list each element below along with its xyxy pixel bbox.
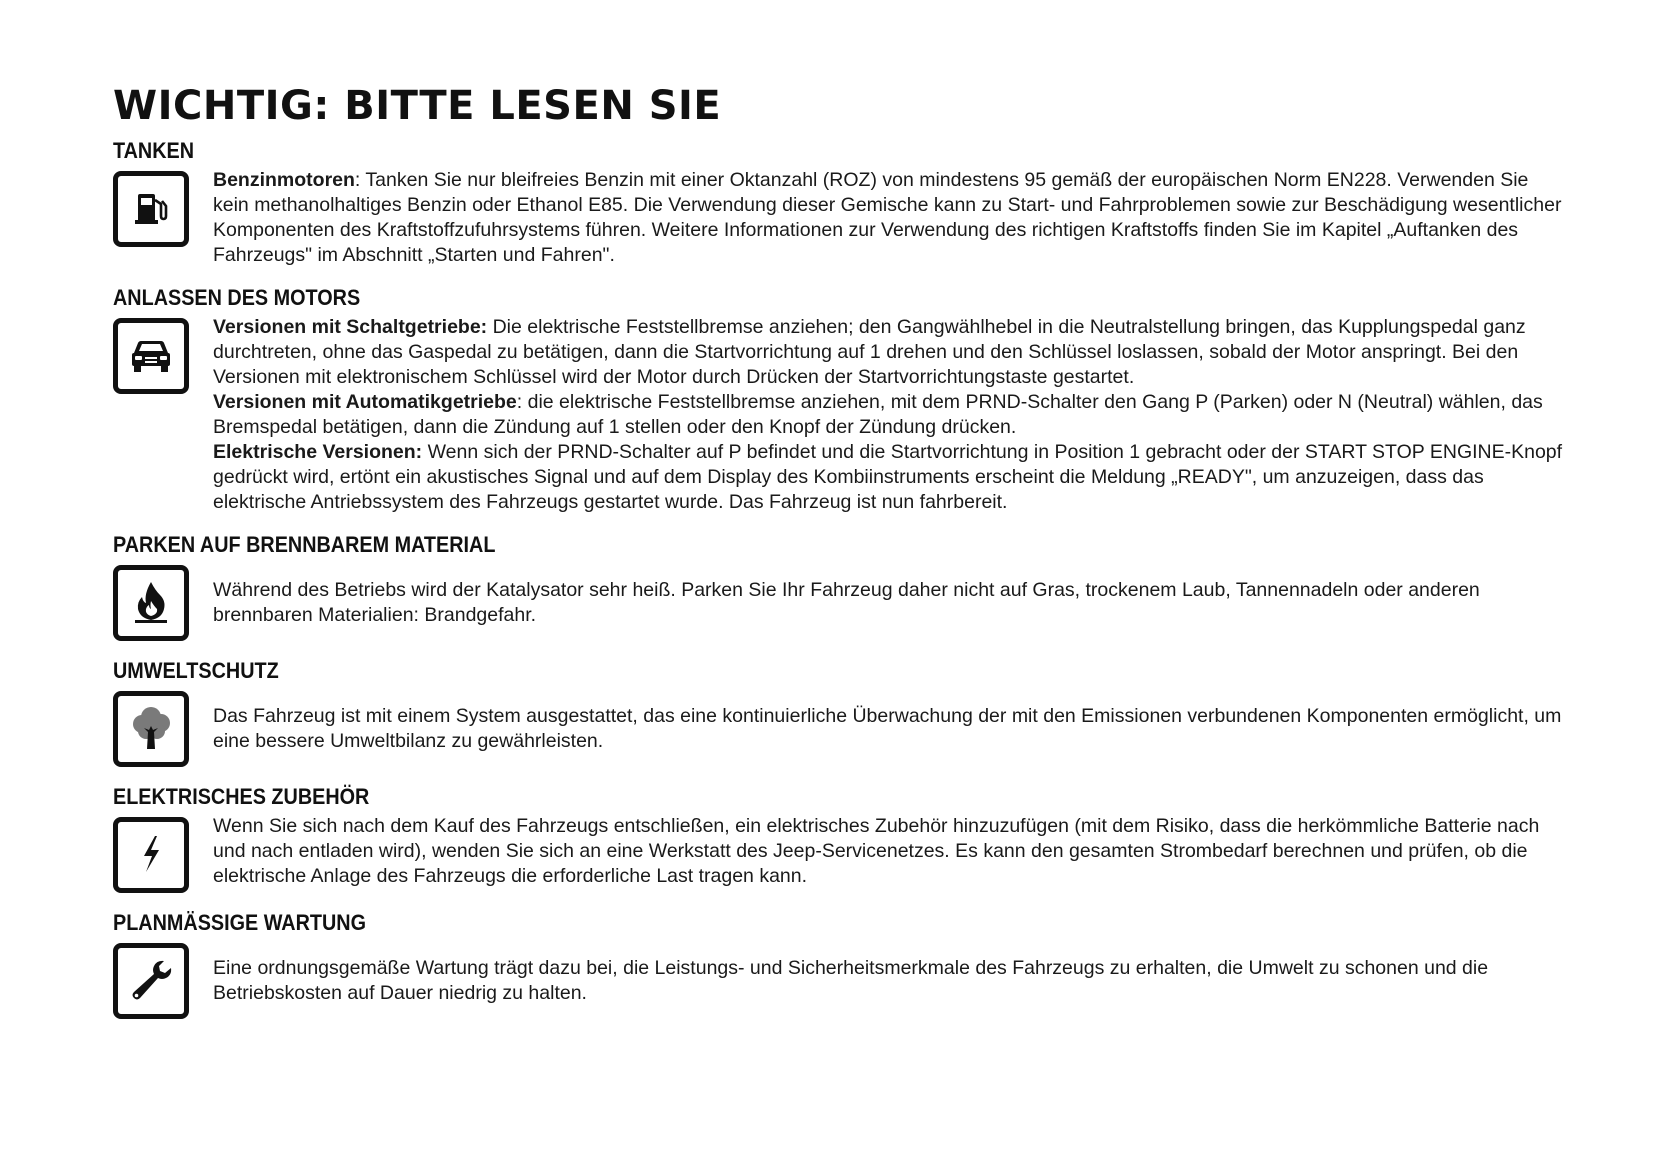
section-row <box>113 562 1563 641</box>
paragraph-text: Wenn Sie sich nach dem Kauf des Fahrzeugs entschließen, ein elektrisches Zubehör hinzuzufügen (mit dem Risiko, dass die herkömmliche Batterie nach und nach entladen wird), wenden Sie sich an eine Werkstatt des Jeep-Servicenetzes. Es kann den gesamten Strombedarf berechnen und prüfen, ob die elektrische Anlage des Fahrzeugs die erforderliche Last tragen kann. <box>213 815 1540 887</box>
paragraph <box>213 578 1563 628</box>
paragraph-lead: Benzinmotoren <box>213 169 355 191</box>
section-parken <box>113 532 1563 641</box>
paragraph <box>213 315 1563 390</box>
paragraph <box>213 704 1563 754</box>
section-heading: ANLASSEN DES MOTORS <box>113 285 361 310</box>
section-heading: ELEKTRISCHES ZUBEHÖR <box>113 784 370 809</box>
wrench-icon <box>113 943 189 1019</box>
paragraph-lead: Versionen mit Schaltgetriebe: <box>213 316 488 338</box>
section-body <box>213 315 1563 515</box>
section-body <box>213 562 1563 628</box>
section-heading: PLANMÄSSIGE WARTUNG <box>113 910 367 935</box>
section-planmaessige-wartung <box>113 910 1563 1019</box>
section-elektrisches-zubehoer <box>113 784 1563 893</box>
tree-icon <box>113 691 189 767</box>
paragraph <box>213 440 1563 515</box>
section-row <box>113 814 1563 893</box>
section-umweltschutz <box>113 658 1563 767</box>
paragraph <box>213 956 1563 1006</box>
paragraph-text: Eine ordnungsgemäße Wartung trägt dazu bei, die Leistungs- und Sicherheitsmerkmale des Fahrzeugs zu erhalten, die Umwelt zu schonen und die Betriebskosten auf Dauer niedrig zu halten. <box>213 957 1489 1004</box>
paragraph <box>213 168 1563 268</box>
section-heading: UMWELTSCHUTZ <box>113 658 279 683</box>
page-title: WICHTIG: BITTE LESEN SIE <box>113 83 722 129</box>
section-row <box>113 940 1563 1019</box>
section-row <box>113 315 1563 515</box>
fuel-pump-icon <box>113 171 189 247</box>
paragraph <box>213 390 1563 440</box>
lightning-bolt-icon <box>113 817 189 893</box>
section-body <box>213 168 1563 268</box>
paragraph-text: Während des Betriebs wird der Katalysator sehr heiß. Parken Sie Ihr Fahrzeug daher nicht auf Gras, trockenem Laub, Tannennadeln oder anderen brennbaren Materialien: Brandgefahr. <box>213 579 1480 626</box>
section-heading: PARKEN AUF BRENNBAREM MATERIAL <box>113 532 496 557</box>
paragraph-lead: Versionen mit Automatikgetriebe <box>213 391 517 413</box>
section-heading: TANKEN <box>113 138 195 163</box>
section-body <box>213 688 1563 754</box>
section-row <box>113 688 1563 767</box>
section-body <box>213 940 1563 1006</box>
paragraph-text: : die elektrische Feststellbremse anziehen, mit dem PRND-Schalter den Gang P (Parken) oder N (Neutral) wählen, das Bremspedal betätigen, dann die Zündung auf 1 stellen oder den Knopf der Zündung drücken. <box>213 391 1543 438</box>
section-anlassen <box>113 285 1563 515</box>
paragraph-lead: Elektrische Versionen: <box>213 441 423 463</box>
paragraph-text: Wenn sich der PRND-Schalter auf P befindet und die Startvorrichtung in Position 1 gebracht oder der START STOP ENGINE-Knopf gedrückt wird, ertönt ein akustisches Signal und auf dem Display des Kombiinstruments erscheint die Meldung „READY", um anzuzeigen, dass das elektrische Antriebssystem des Fahrzeugs gestartet wurde. Das Fahrzeug ist nun fahrbereit. <box>213 441 1563 513</box>
section-body <box>213 814 1563 889</box>
paragraph-text: Die elektrische Feststellbremse anziehen; den Gangwählhebel in die Neutralstellung bringen, das Kupplungspedal ganz durchtreten, ohne das Gaspedal zu betätigen, dann die Startvorrichtung auf 1 drehen und den Schlüssel loslassen, sobald der Motor anspringt. Bei den Versionen mit elektronischem Schlüssel wird der Motor durch Drücken der Startvorrichtungstaste gestartet. <box>213 316 1526 388</box>
paragraph <box>213 814 1563 889</box>
flame-icon <box>113 565 189 641</box>
car-front-icon <box>113 318 189 394</box>
section-row <box>113 168 1563 268</box>
paragraph-text: Das Fahrzeug ist mit einem System ausgestattet, das eine kontinuierliche Überwachung der mit den Emissionen verbundenen Komponenten ermöglicht, um eine bessere Umweltbilanz zu gewährleisten. <box>213 705 1562 752</box>
section-tanken <box>113 138 1563 268</box>
paragraph-text: : Tanken Sie nur bleifreies Benzin mit einer Oktanzahl (ROZ) von mindestens 95 gemäß der europäischen Norm EN228. Verwenden Sie kein methanolhaltiges Benzin oder Ethanol E85. Die Verwendung dieser Gemische kann zu Start- und Fahrproblemen sowie zur Beschädigung wesentlicher Komponenten des Kraftstoffzufuhrsystems führen. Weitere Informationen zur Verwendung des richtigen Kraftstoffs finden Sie im Kapitel „Auftanken des Fahrzeugs" im Abschnitt „Starten und Fahren". <box>213 169 1562 266</box>
document-page <box>113 82 1563 1036</box>
